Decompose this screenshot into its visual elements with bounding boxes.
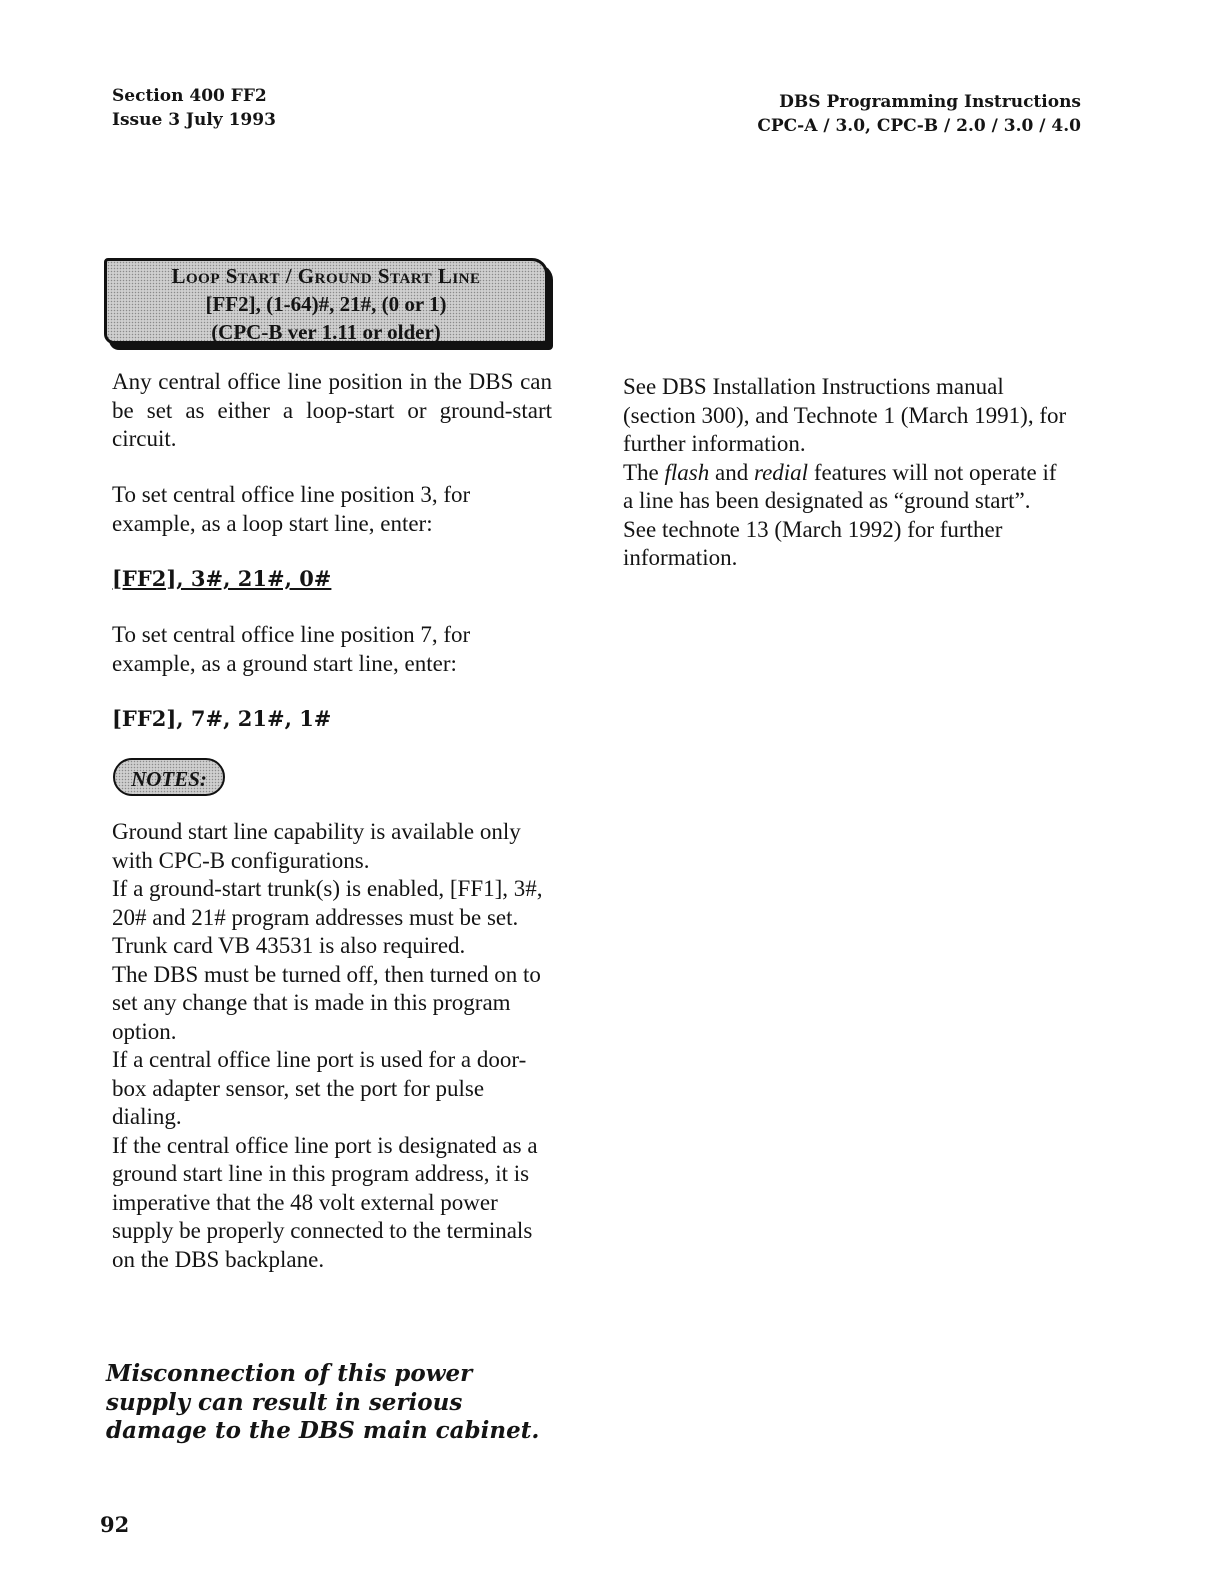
example1-paragraph <box>112 481 552 538</box>
note-item: If a central office line port is used for a door-box adapter sensor, set the port for pulse dialing. <box>112 1047 527 1129</box>
feature-address: [FF2], (1-64)#, 21#, (0 or 1) <box>205 292 447 316</box>
notes-list <box>112 818 552 1274</box>
page-number: 92 <box>100 1512 130 1537</box>
intro-paragraph <box>112 368 552 454</box>
section-label: Section 400 FF2 <box>112 86 267 106</box>
feature-version-note: (CPC-B ver 1.11 or older) <box>211 320 441 344</box>
right-column <box>623 373 1067 573</box>
flash-redial-paragraph <box>623 459 1067 573</box>
intro-text: Any central office line position in the DBS can be set as either a loop-start or ground-start circuit. <box>112 369 552 451</box>
version-label: CPC-A / 3.0, CPC-B / 2.0 / 3.0 / 4.0 <box>757 116 1081 136</box>
issue-label: Issue 3 July 1993 <box>112 110 276 130</box>
feature-title: Loop Start / Ground Start Line <box>171 264 481 288</box>
command-loop-start: [FF2], 3#, 21#, 0# <box>112 566 332 591</box>
note-item: The DBS must be turned off, then turned on to set any change that is made in this program option. <box>112 961 541 1044</box>
flash-term: flash <box>664 459 710 485</box>
note-item: If the central office line port is designated as a ground start line in this program address, it is imperative that the 48 volt external power supply be properly connected to the terminals on the DBS backplane. <box>112 1132 538 1272</box>
feature-title-box <box>104 258 548 344</box>
reference-paragraph: See DBS Installation Instructions manual (section 300), and Technote 1 (March 1991), for further information. <box>623 374 1067 456</box>
redial-term: redial <box>753 459 809 485</box>
example2-paragraph <box>112 621 552 678</box>
example2-text: To set central office line position 7, for example, as a ground start line, enter: <box>112 622 471 676</box>
command-ground-start: [FF2], 7#, 21#, 1# <box>112 706 332 731</box>
example1-text: To set central office line position 3, for example, as a loop start line, enter: <box>112 482 471 536</box>
document-title: DBS Programming Instructions <box>779 92 1081 112</box>
notes-badge: NOTES: <box>113 758 225 796</box>
header-right <box>757 90 1081 138</box>
note-item: Ground start line capability is available only with CPC-B configurations. <box>112 819 521 873</box>
warning-text: Misconnection of this power supply can result in serious damage to the DBS main cabinet. <box>106 1360 540 1444</box>
p2-text-a: The <box>623 459 665 485</box>
note-item: If a ground-start trunk(s) is enabled, [FF1], 3#, 20# and 21# program addresses must be set. <box>112 876 543 930</box>
note-item: Trunk card VB 43531 is also required. <box>112 933 466 958</box>
header-left <box>112 84 276 132</box>
p2-text-c: features will not operate if a line has been designated as “ground start”. See technote 13 (March 1992) for further information. <box>623 459 1057 570</box>
p2-text-b: and <box>709 459 754 485</box>
